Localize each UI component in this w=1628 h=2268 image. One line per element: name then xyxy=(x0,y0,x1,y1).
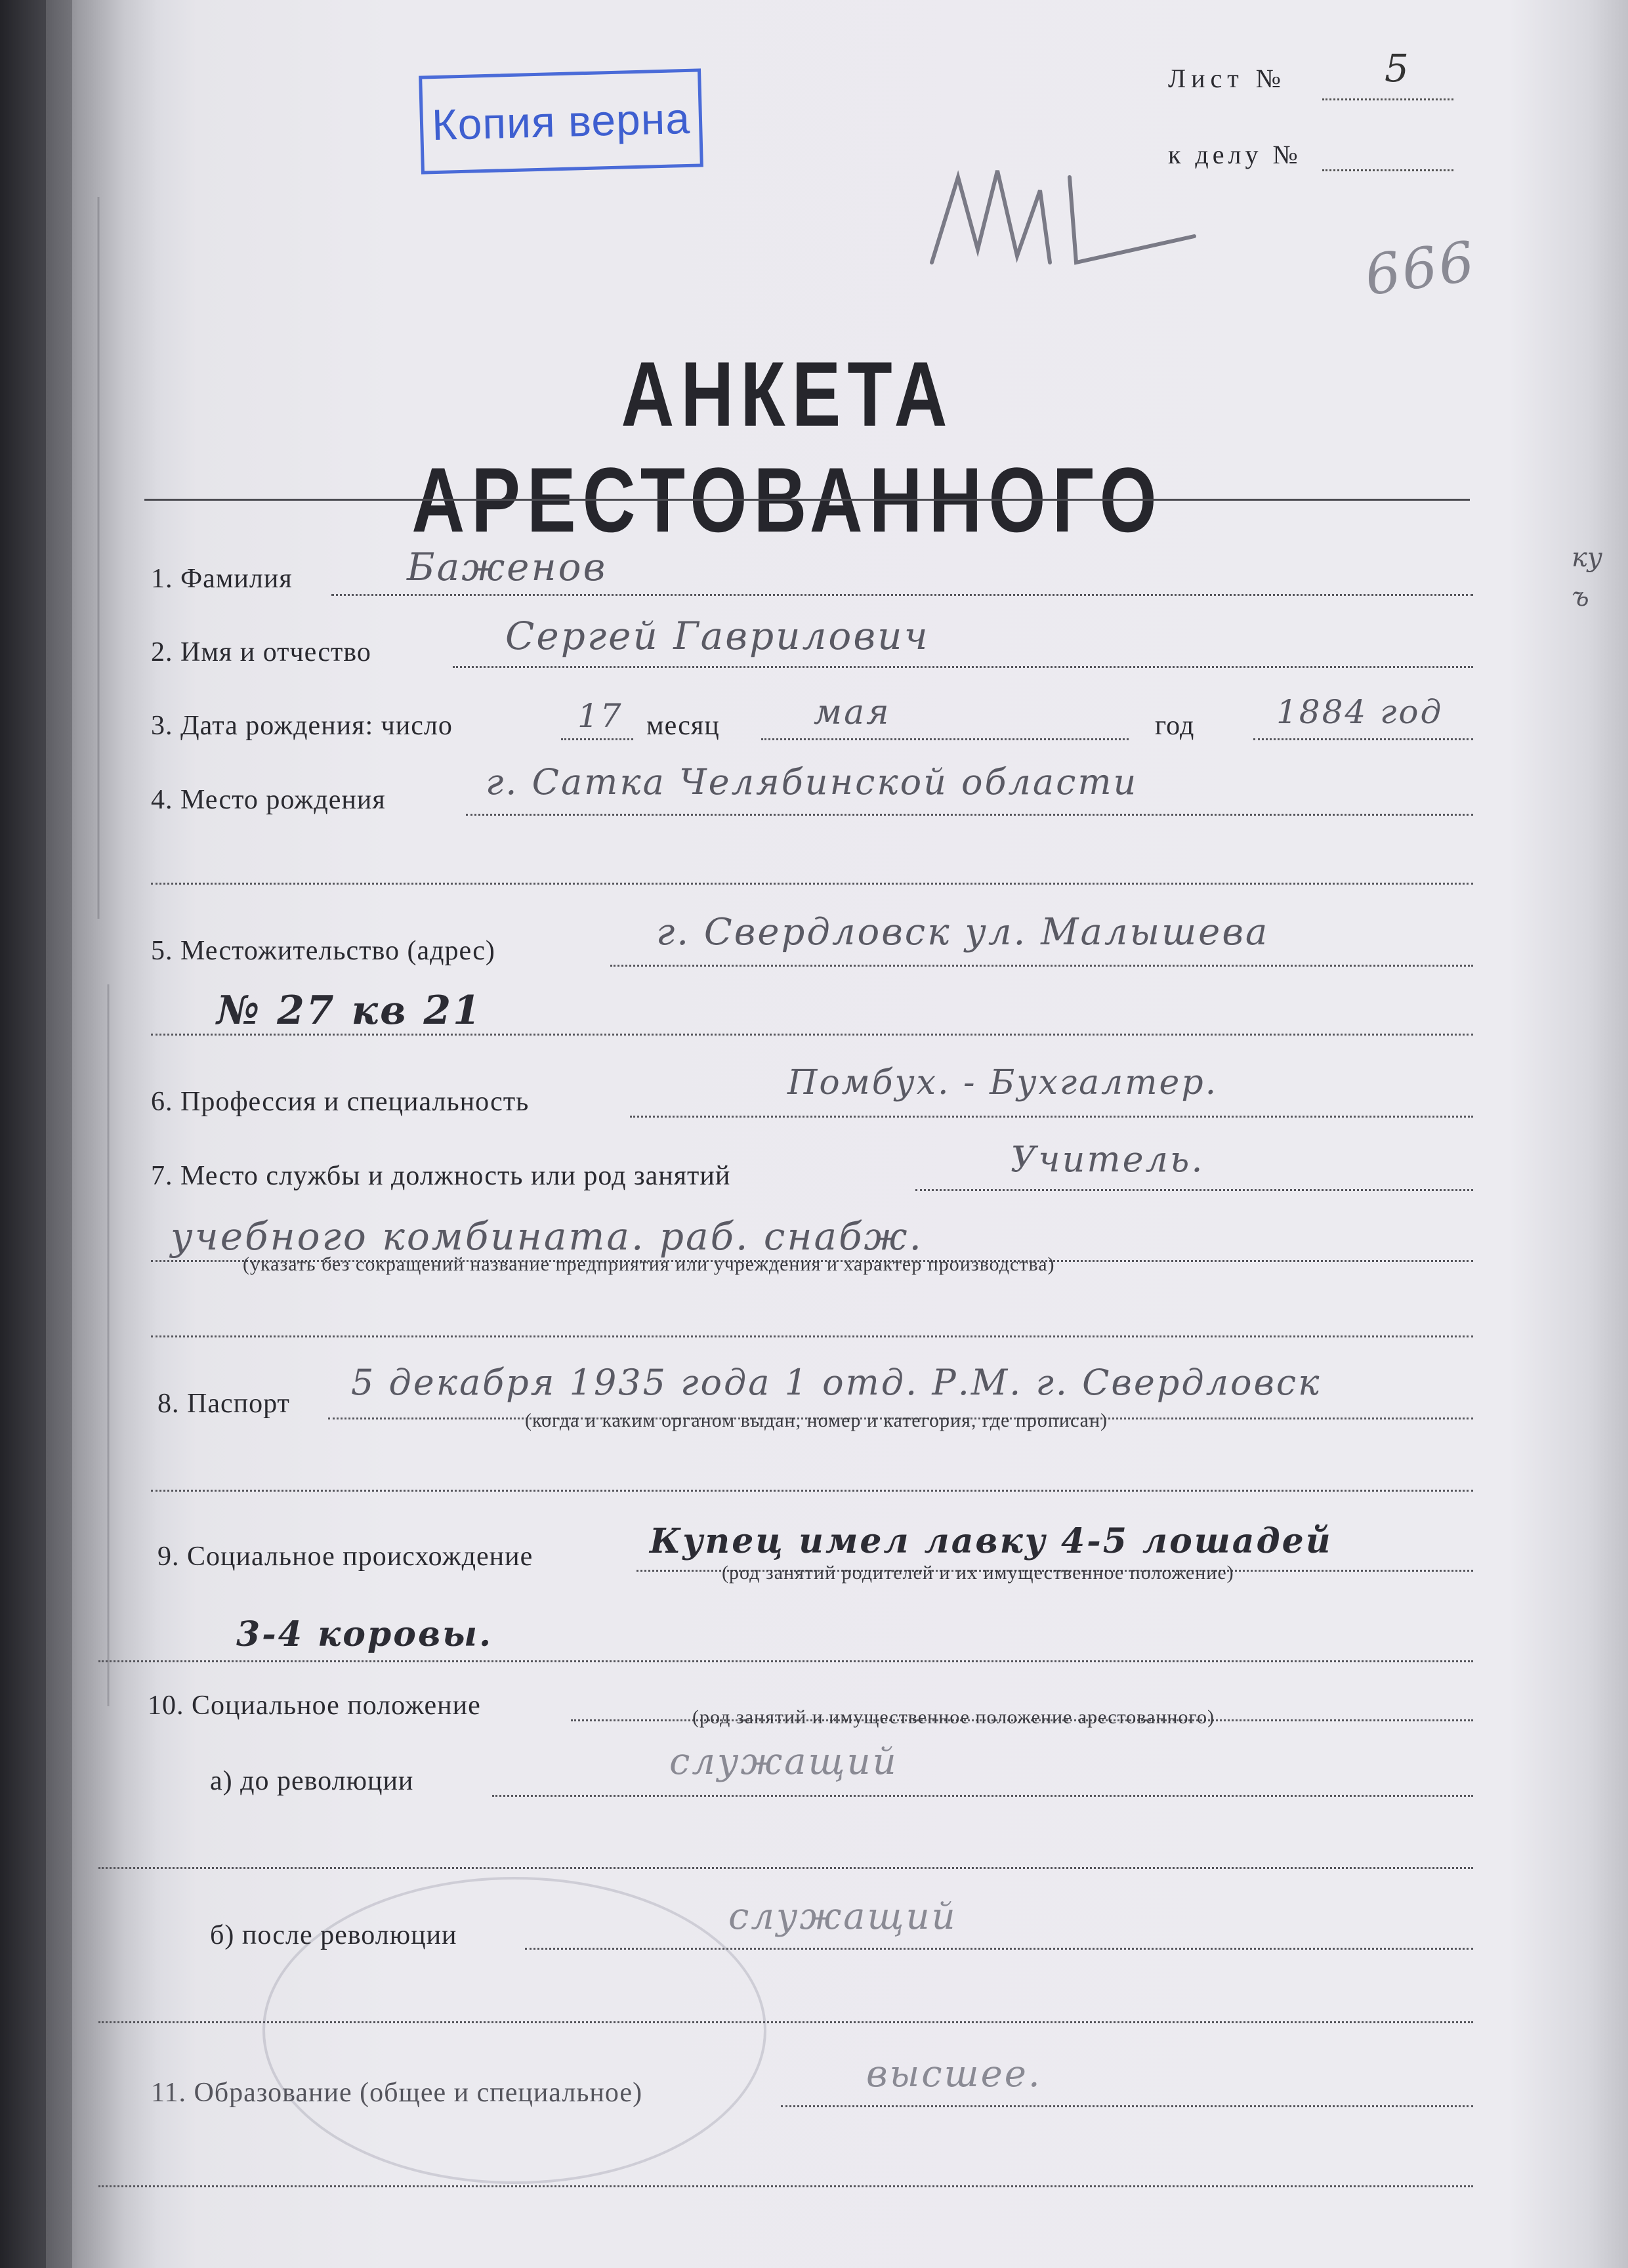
education-line-2 xyxy=(98,2185,1473,2187)
sheet-number-value: 5 xyxy=(1385,46,1409,91)
handwritten-annotation: 666 xyxy=(1361,228,1480,308)
social-status-hint: (род занятий и имущественное положение арестованного) xyxy=(692,1706,1215,1728)
sheet-number-line xyxy=(1322,98,1453,100)
birthplace-line-2 xyxy=(151,883,1473,885)
profession-line xyxy=(630,1116,1473,1118)
workplace-hint: (указать без сокращений название предприятия или учреждения и характер производства) xyxy=(243,1253,1055,1275)
case-number-line xyxy=(1322,169,1453,171)
surname-line xyxy=(331,594,1473,596)
copy-verified-stamp xyxy=(419,68,703,174)
before-revolution-label: а) до революции xyxy=(210,1766,414,1796)
social-origin-label: 9. Социальное происхождение xyxy=(157,1542,533,1572)
education-value: высшее. xyxy=(866,2053,1042,2095)
name-line xyxy=(453,666,1473,668)
sheet-number-label: Лист № xyxy=(1168,64,1286,93)
social-origin-value-line2: 3-4 коровы. xyxy=(236,1614,493,1654)
title-rule xyxy=(144,499,1470,501)
passport-line-2 xyxy=(151,1490,1473,1492)
social-status-label: 10. Социальное положение xyxy=(148,1690,481,1721)
name-label: 2. Имя и отчество xyxy=(151,637,371,667)
surname-label: 1. Фамилия xyxy=(151,564,293,594)
before-revolution-line-2 xyxy=(98,1867,1473,1869)
after-revolution-label: б) после революции xyxy=(210,1920,457,1950)
birth-day-line xyxy=(561,738,633,740)
education-label: 11. Образование (общее и специальное) xyxy=(151,2078,643,2108)
passport-value: 5 декабря 1935 года 1 отд. Р.М. г. Свердловск xyxy=(351,1362,1322,1403)
birth-year-line xyxy=(1253,738,1473,740)
social-origin-hint: (род занятий родителей и их имущественное положение) xyxy=(722,1562,1234,1584)
birth-year-label: год xyxy=(1155,711,1195,741)
case-number-label: к делу № xyxy=(1168,140,1302,169)
birth-date-label: 3. Дата рождения: число xyxy=(151,711,453,741)
scan-edge-shadow xyxy=(0,0,144,2268)
workplace-line xyxy=(915,1189,1473,1191)
right-margin-marks: ку ъ xyxy=(1572,543,1603,612)
name-value: Сергей Гаврилович xyxy=(505,614,930,658)
form-title: АНКЕТА АРЕСТОВАННОГО xyxy=(411,343,1163,551)
workplace-label: 7. Место службы и должность или род занятий xyxy=(151,1161,731,1191)
birth-year-value: 1884 год xyxy=(1276,693,1444,731)
after-revolution-value: служащий xyxy=(728,1895,957,1938)
residence-value-line1: г. Свердловск ул. Малышева xyxy=(656,911,1270,954)
social-origin-value-line1: Купец имел лавку 4-5 лошадей xyxy=(650,1521,1333,1561)
residence-line-2 xyxy=(151,1034,1473,1036)
before-revolution-value: служащий xyxy=(669,1740,898,1783)
birthplace-line xyxy=(466,814,1473,816)
birth-month-line xyxy=(761,738,1129,740)
before-revolution-line xyxy=(492,1795,1473,1797)
workplace-line-3 xyxy=(151,1335,1473,1337)
passport-hint: (когда и каким органом выдан, номер и категория, где прописан) xyxy=(525,1410,1108,1431)
profession-label: 6. Профессия и специальность xyxy=(151,1087,530,1117)
birthplace-value: г. Сатка Челябинской области xyxy=(486,761,1138,803)
passport-label: 8. Паспорт xyxy=(157,1389,290,1419)
workplace-value-line1: Учитель. xyxy=(1011,1139,1205,1180)
social-origin-line-2 xyxy=(98,1660,1473,1662)
profession-value: Помбух. - Бухгалтер. xyxy=(787,1063,1219,1102)
residence-label: 5. Местожительство (адрес) xyxy=(151,936,495,966)
workplace-value-line2: учебного комбината. раб. снабж. xyxy=(171,1214,923,1259)
surname-value: Баженов xyxy=(407,545,608,589)
birth-month-label: месяц xyxy=(646,711,720,741)
birthplace-label: 4. Место рождения xyxy=(151,785,386,815)
residence-value-line2: № 27 кв 21 xyxy=(217,988,482,1034)
handwritten-mark xyxy=(919,151,1207,282)
education-line xyxy=(781,2105,1473,2107)
residence-line xyxy=(610,965,1473,967)
birth-month-value: мая xyxy=(814,693,891,732)
stamp-text: Копия верна xyxy=(431,93,691,150)
birth-day-value: 17 xyxy=(577,697,623,735)
after-revolution-line-2 xyxy=(98,2021,1473,2023)
after-revolution-line xyxy=(525,1948,1473,1950)
